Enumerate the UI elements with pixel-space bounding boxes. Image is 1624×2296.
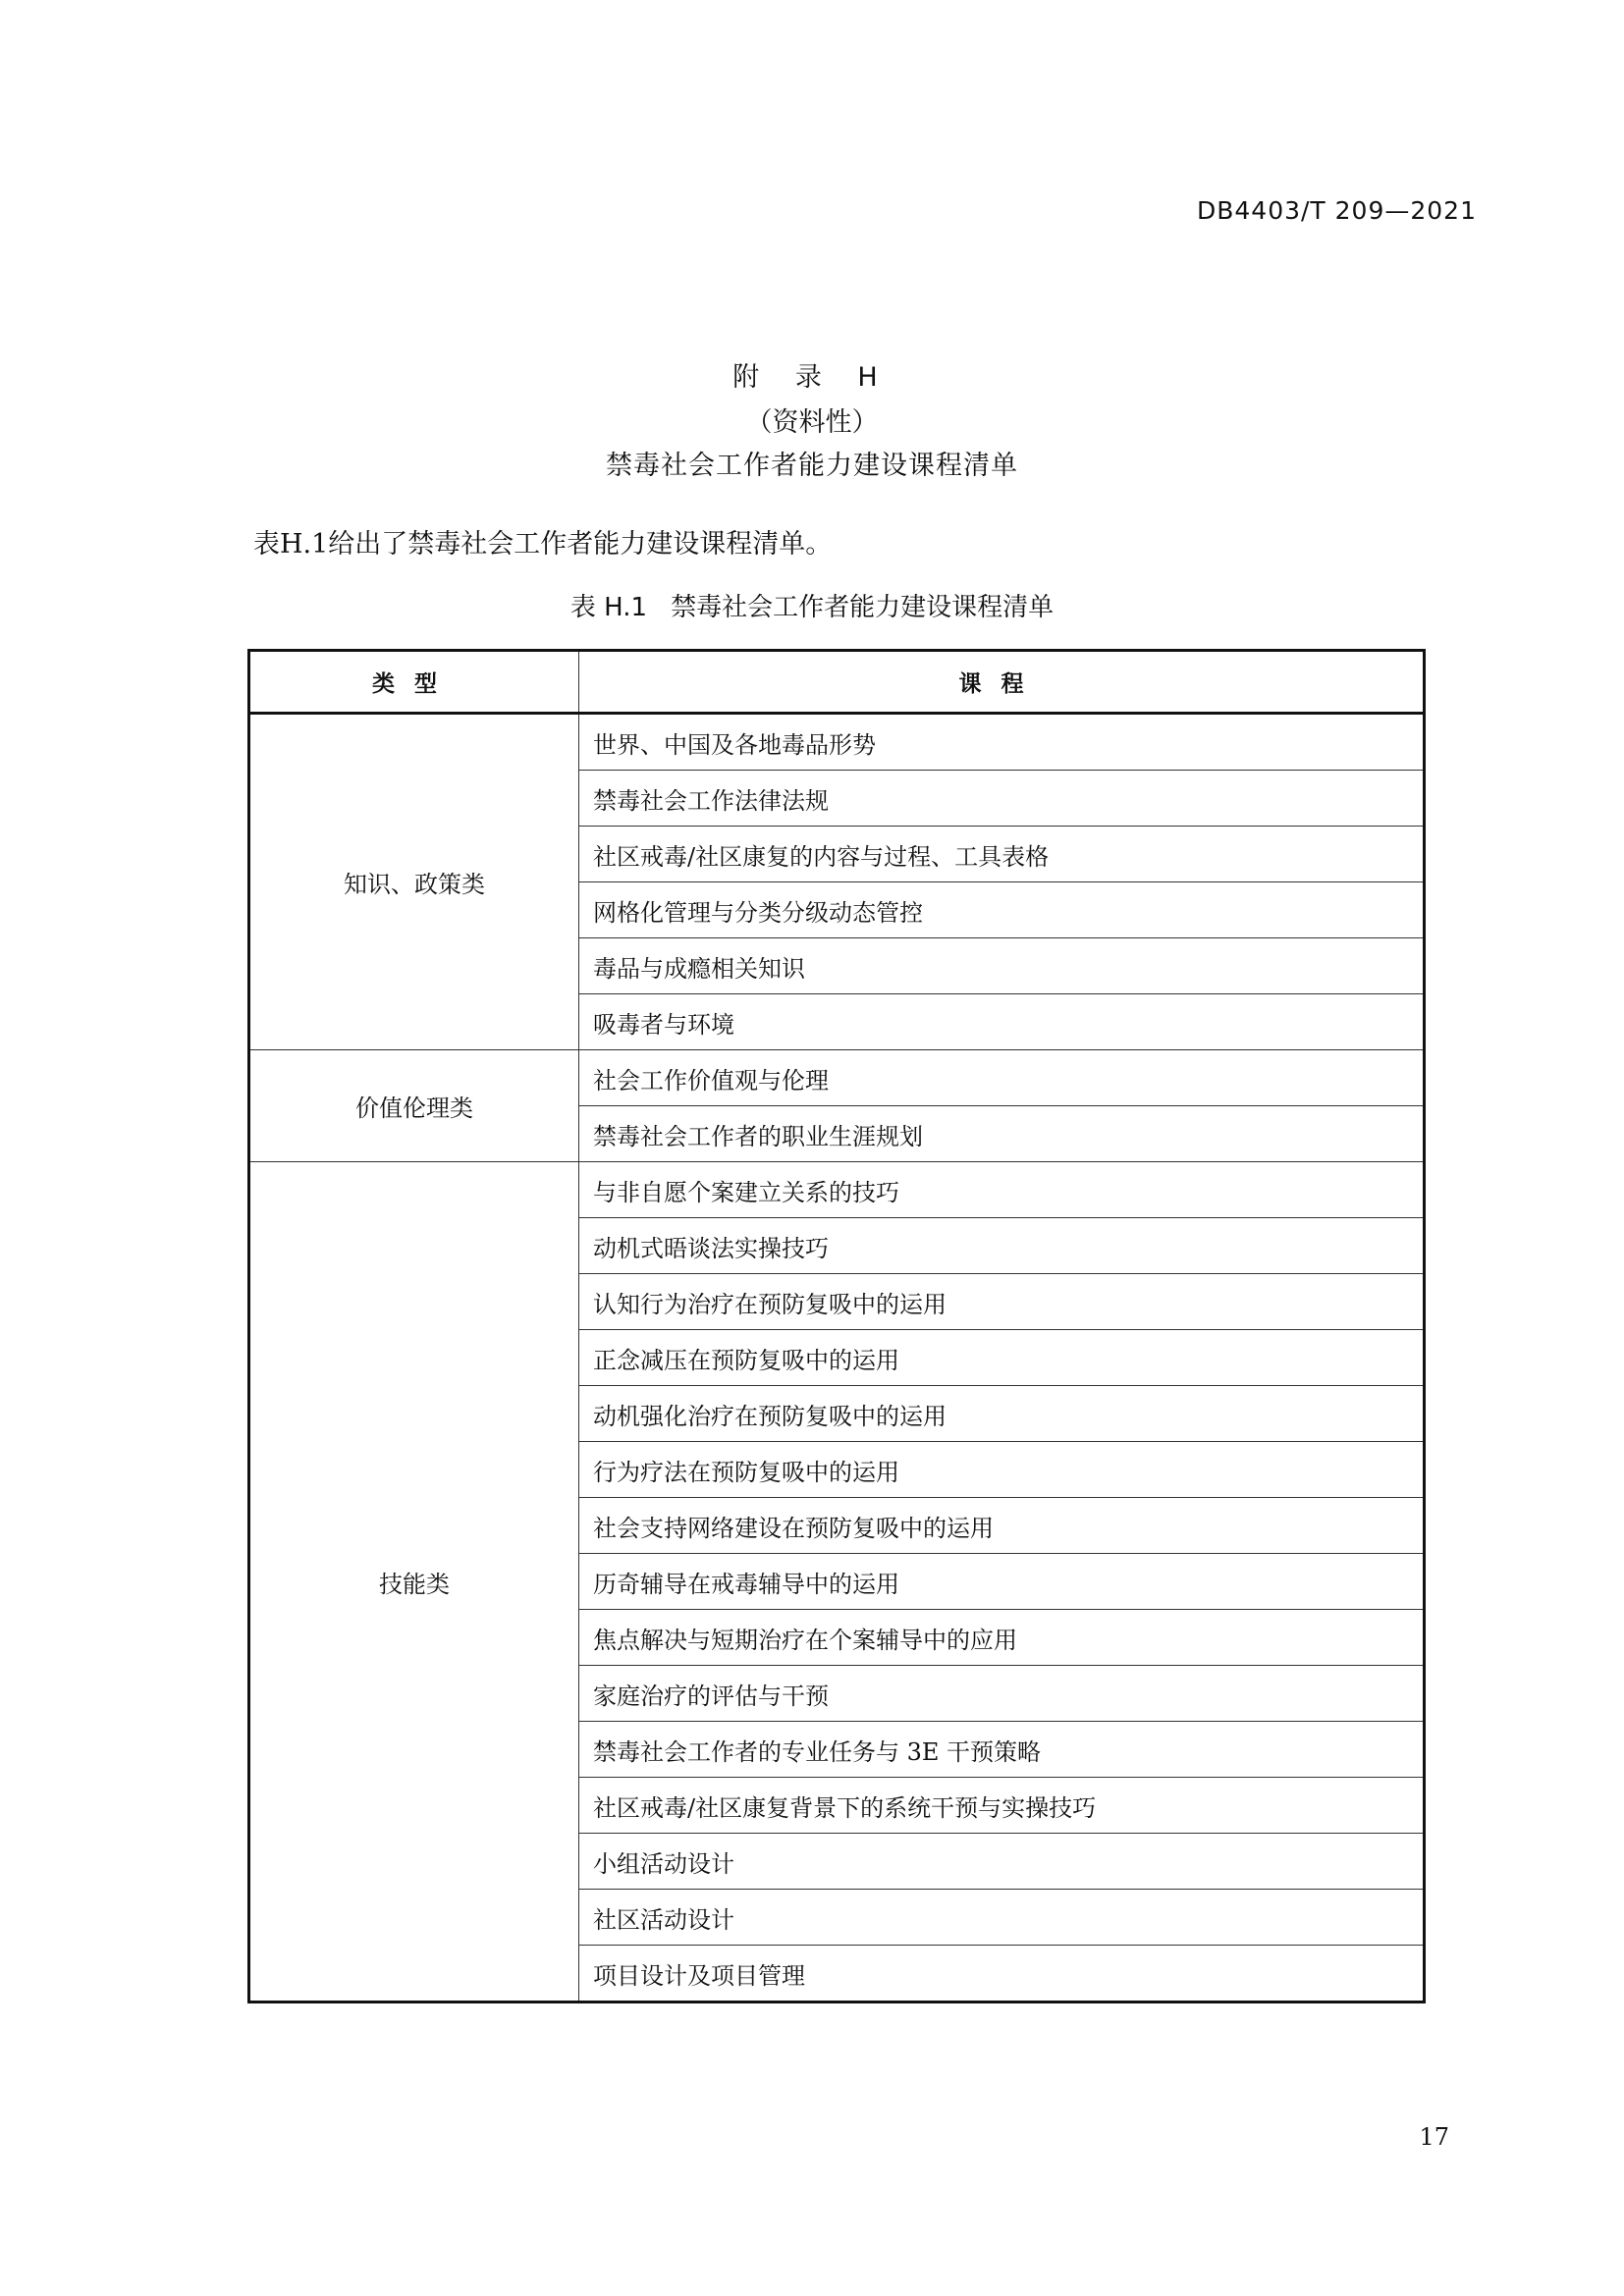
course-cell: 禁毒社会工作者的专业任务与 3E 干预策略 [579, 1722, 1425, 1778]
course-cell: 世界、中国及各地毒品形势 [579, 714, 1425, 771]
course-cell: 社会工作价值观与伦理 [579, 1050, 1425, 1106]
course-cell: 项目设计及项目管理 [579, 1946, 1425, 2002]
course-cell: 吸毒者与环境 [579, 994, 1425, 1050]
appendix-title: 禁毒社会工作者能力建设课程清单 [606, 451, 1018, 481]
course-cell: 社区活动设计 [579, 1890, 1425, 1946]
course-cell: 焦点解决与短期治疗在个案辅导中的应用 [579, 1610, 1425, 1666]
header-type: 类型 [249, 651, 579, 714]
table-caption-title: 禁毒社会工作者能力建设课程清单 [671, 593, 1055, 622]
table-row [249, 1050, 1425, 1106]
course-cell: 网格化管理与分类分级动态管控 [579, 882, 1425, 938]
course-cell: 行为疗法在预防复吸中的运用 [579, 1442, 1425, 1498]
intro-paragraph: 表H.1给出了禁毒社会工作者能力建设课程清单。 [253, 529, 833, 560]
category-cell: 知识、政策类 [249, 714, 579, 1050]
course-cell: 动机强化治疗在预防复吸中的运用 [579, 1386, 1425, 1442]
table-caption-number: 表 H.1 [569, 593, 648, 622]
course-cell: 动机式晤谈法实操技巧 [579, 1218, 1425, 1274]
course-cell: 正念减压在预防复吸中的运用 [579, 1330, 1425, 1386]
category-cell: 技能类 [249, 1162, 579, 2002]
table-row [249, 1162, 1425, 1218]
document-code: DB4403/T 209—2021 [1196, 196, 1477, 225]
course-table [247, 649, 1426, 2003]
page-number: 17 [1419, 2123, 1449, 2151]
course-cell: 禁毒社会工作者的职业生涯规划 [579, 1106, 1425, 1162]
course-cell: 社区戒毒/社区康复的内容与过程、工具表格 [579, 827, 1425, 882]
course-cell: 历奇辅导在戒毒辅导中的运用 [579, 1554, 1425, 1610]
header-course: 课程 [579, 651, 1425, 714]
appendix-nature: （资料性） [745, 407, 879, 438]
table-row [249, 714, 1425, 771]
course-cell: 社区戒毒/社区康复背景下的系统干预与实操技巧 [579, 1778, 1425, 1834]
table-body [249, 714, 1425, 2002]
course-cell: 小组活动设计 [579, 1834, 1425, 1890]
course-cell: 家庭治疗的评估与干预 [579, 1666, 1425, 1722]
table-header-row [249, 651, 1425, 714]
course-cell: 与非自愿个案建立关系的技巧 [579, 1162, 1425, 1218]
course-cell: 社会支持网络建设在预防复吸中的运用 [579, 1498, 1425, 1554]
course-cell: 认知行为治疗在预防复吸中的运用 [579, 1274, 1425, 1330]
course-cell: 禁毒社会工作法律法规 [579, 771, 1425, 827]
category-cell: 价值伦理类 [249, 1050, 579, 1162]
table-caption [0, 587, 1624, 623]
course-cell: 毒品与成瘾相关知识 [579, 938, 1425, 994]
appendix-label: 附 录 H [732, 362, 892, 393]
